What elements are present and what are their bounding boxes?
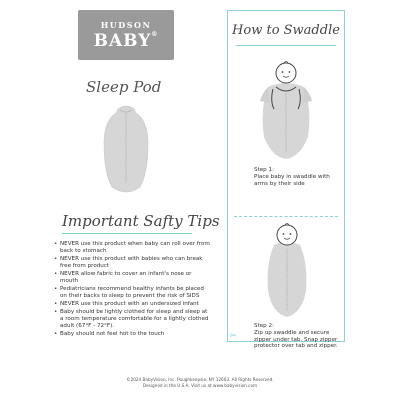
panel-divider <box>236 45 336 46</box>
tips-list <box>54 241 210 339</box>
swaddle-title: How to Swaddle <box>232 23 340 38</box>
logo-line2: BABY® <box>93 30 159 51</box>
baby-in-open-swaddle-illustration <box>256 57 316 161</box>
logo-line1: HUDSON <box>100 19 152 30</box>
step-2-text <box>254 323 340 350</box>
product-title: Sleep Pod <box>86 78 162 96</box>
tip-item: • Baby should be lightly clothed for sleep and sleep at a room temperature comfortable for a lightly clothed adult (67°F - 72°F). <box>54 309 210 330</box>
step-2-description: Zip up swaddle and secure zipper under tab. Snap zipper protector over tab and zipper. <box>254 329 338 350</box>
how-to-swaddle-panel <box>227 10 345 350</box>
footer-website: Designed in the U.S.A. Visit us at www.babyvision.com <box>142 383 258 388</box>
step-2-label: Step 2: <box>254 323 274 329</box>
dashed-divider <box>234 216 338 217</box>
tips-divider <box>62 233 192 234</box>
sleep-pod-illustration <box>100 103 152 195</box>
tip-item: • NEVER use this product when baby can roll over from back to stomach <box>54 241 210 255</box>
hudson-baby-logo <box>78 10 174 60</box>
scissors-icon: ✂ <box>230 331 237 340</box>
tip-item: • Pediatricians recommend healthy infants be placed on their backs to sleep to prevent the risk of SIDS <box>54 286 210 300</box>
footer <box>0 377 400 389</box>
step-1-text <box>254 167 340 187</box>
tip-item: • Baby should not feel hot to the touch <box>54 331 210 338</box>
tip-item: • NEVER use this product with an undersized infant <box>54 301 210 308</box>
tip-item: • NEVER use this product with babies who can break free from product <box>54 256 210 270</box>
baby-in-zipped-swaddle-illustration <box>266 221 308 319</box>
step-1-description: Place baby in swaddle with arms by their side <box>254 173 330 187</box>
step-1-label: Step 1: <box>254 167 274 173</box>
tips-title: Important Safty Tips <box>62 212 220 230</box>
footer-copyright: ©2024 BabyVision, Inc. Poughkeepsie, NY 12603. All Rights Reserved. <box>126 377 274 382</box>
tip-item: • NEVER allow fabric to cover an infant's nose or mouth <box>54 271 210 285</box>
